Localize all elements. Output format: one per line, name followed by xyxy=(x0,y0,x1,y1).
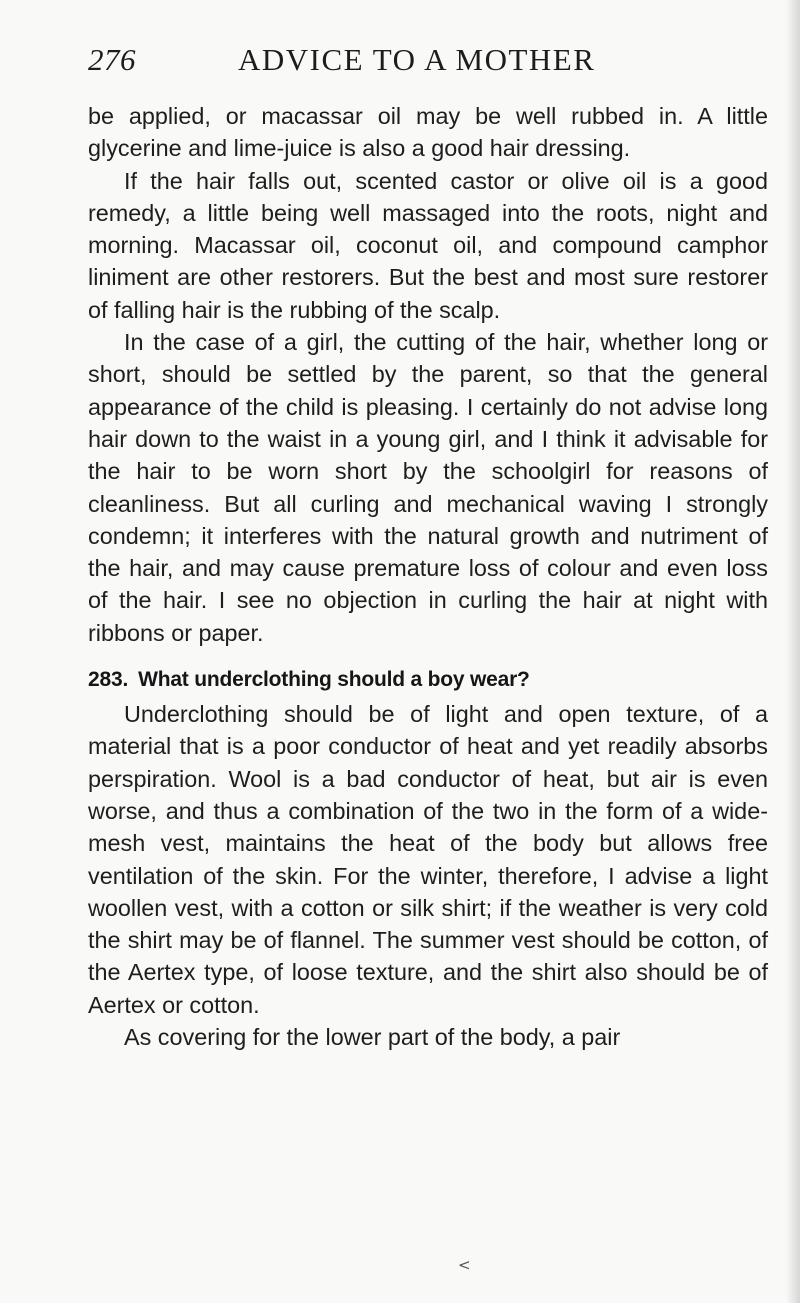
signature-mark: < xyxy=(458,1256,471,1274)
paragraph-4: Underclothing should be of light and open texture, of a material that is a poor conductor of heat and yet readily absorbs perspiration. Wool is a bad conductor of heat, but air is even worse, and thus a combination of the two in the form of a wide-mesh vest, maintains the heat of the body but allows free ventilation of the skin. For the winter, therefore, I advise a light woollen vest, with a cotton or silk shirt; if the weather is very cold the shirt may be of flannel. The summer vest should be cotton, of the Aertex type, of loose texture, and the shirt also should be of Aertex or cotton. xyxy=(88,701,768,1018)
running-title: ADVICE TO A MOTHER xyxy=(238,42,596,77)
body-text xyxy=(88,100,768,1053)
question-heading xyxy=(88,664,768,696)
paragraph-3: In the case of a girl, the cutting of the hair, whether long or short, should be settled by the parent, so that the general appearance of the child is pleasing. I certainly do not advise long hair down to the waist in a young girl, and I think it advisable for the hair to be worn short by the schoolgirl for reasons of cleanliness. But all curling and mechanical waving I strongly condemn; it interferes with the natural growth and nutriment of the hair, and may cause premature loss of colour and even loss of the hair. I see no objection in curling the hair at night with ribbons or paper. xyxy=(88,329,768,646)
question-text: What underclothing should a boy wear? xyxy=(138,668,530,692)
page-edge-shadow xyxy=(786,0,800,1303)
paragraph-2: If the hair falls out, scented castor or olive oil is a good remedy, a little being well massaged into the roots, night and morning. Macassar oil, coconut oil, and compound camphor liniment are other restorers. But the best and most sure restorer of falling hair is the rubbing of the scalp. xyxy=(88,167,768,323)
paragraph-5: As covering for the lower part of the body, a pair xyxy=(124,1024,621,1051)
page-number: 276 xyxy=(88,42,136,77)
paragraph-1: be applied, or macassar oil may be well rubbed in. A little glycerine and lime-juice is also a good hair dressing. xyxy=(88,103,768,162)
question-number: 283. xyxy=(88,668,129,692)
running-head xyxy=(88,42,744,88)
